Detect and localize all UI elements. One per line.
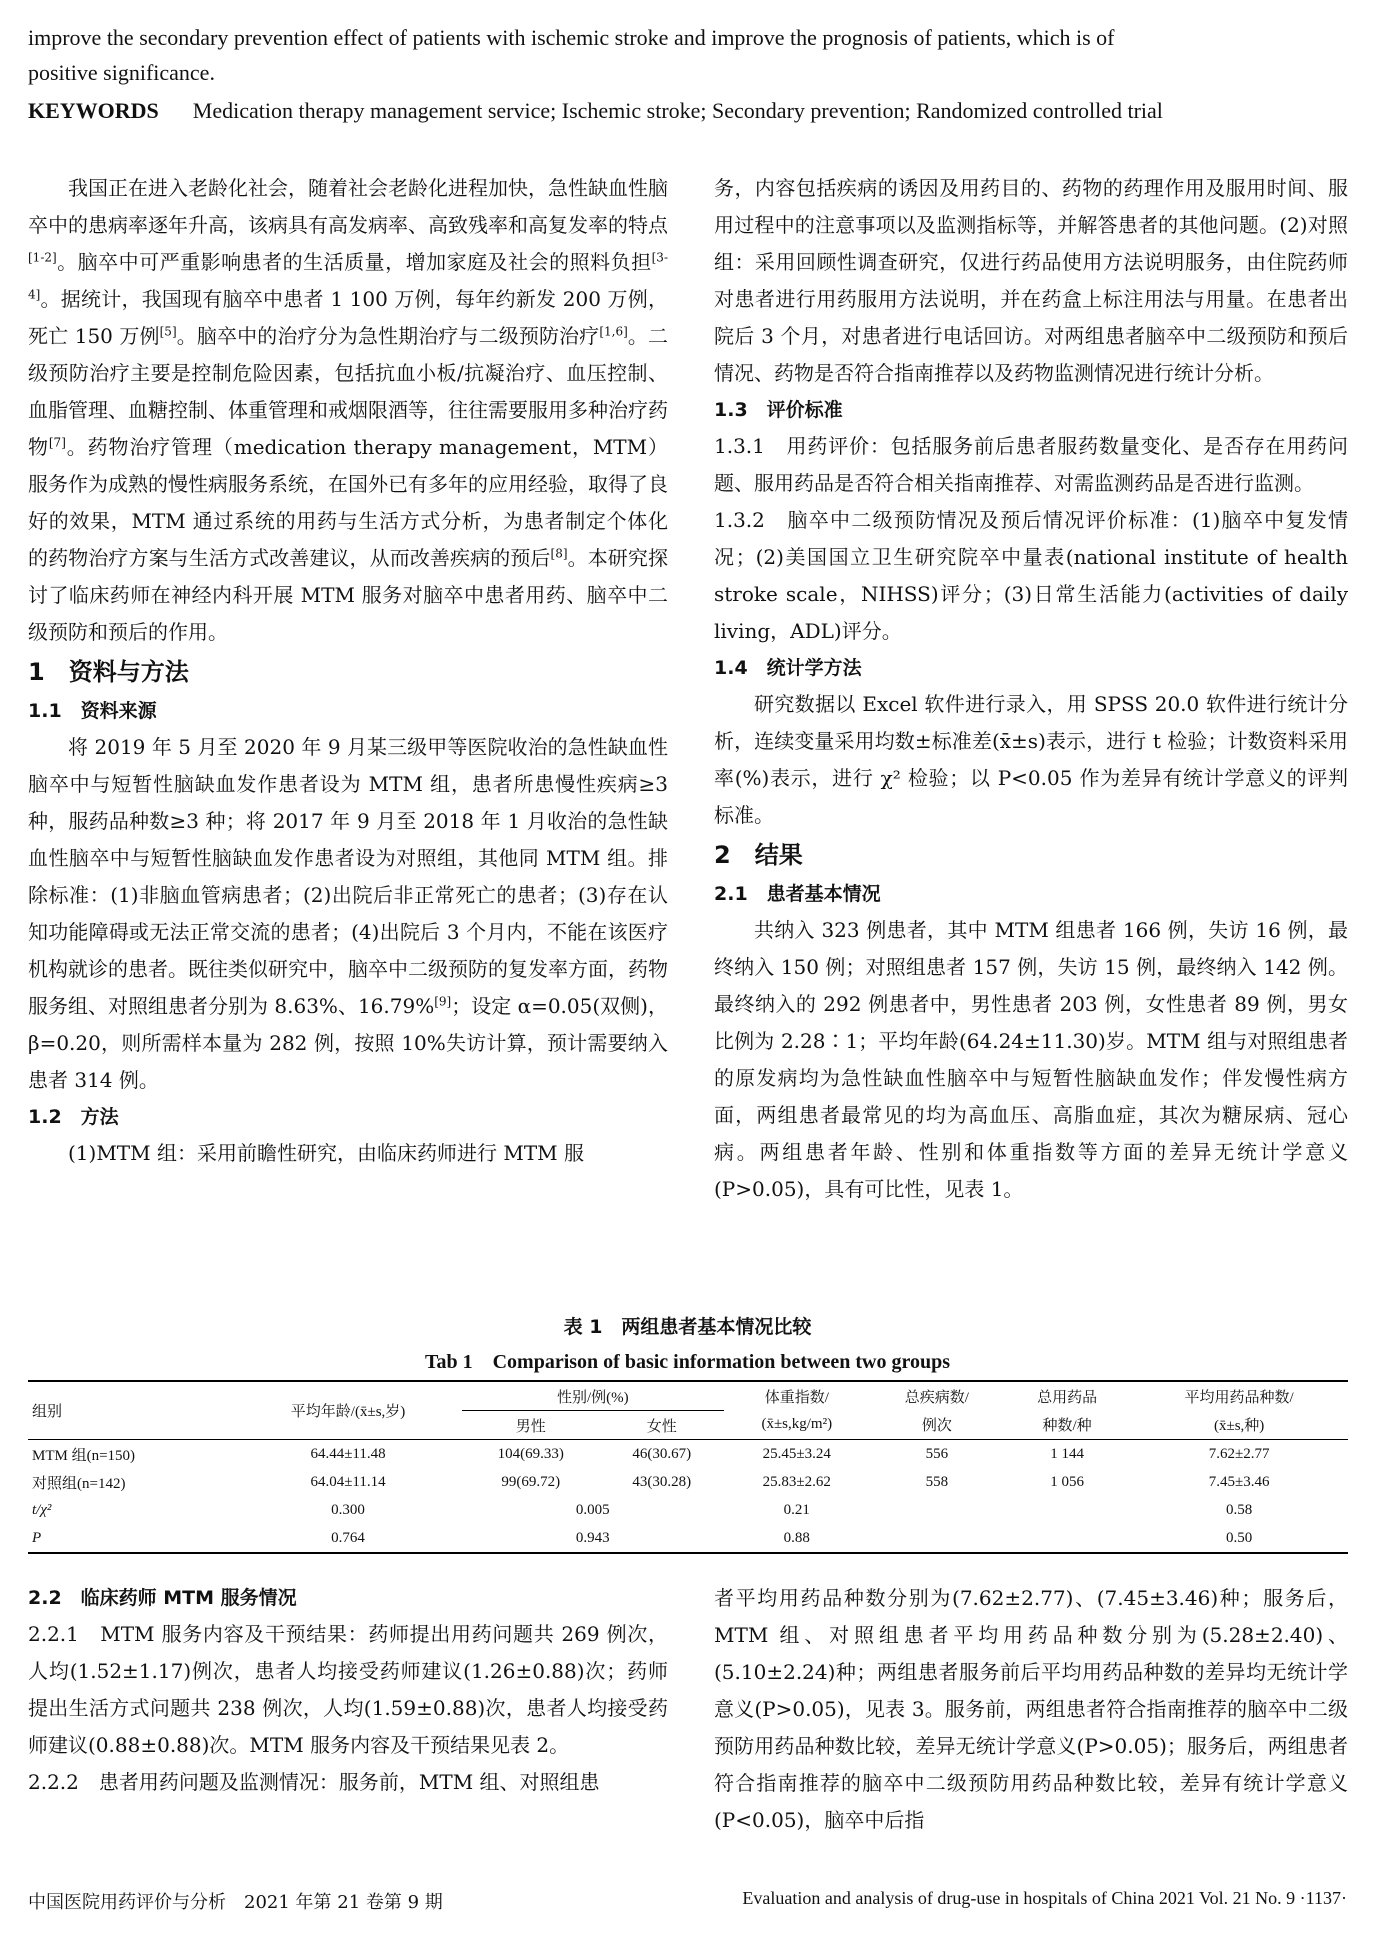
cell-stat-bmi: 0.88 bbox=[724, 1524, 870, 1553]
section-1-4-paragraph: 研究数据以 Excel 软件进行录入，用 SPSS 20.0 软件进行统计分析，连续变量采用均数±标准差(x̄±s)表示，进行 t 检验；计数资料采用率(%)表示，进行 χ² 检验；以 P<0.05 作为差异有统计学意义的评判标准。 bbox=[714, 692, 1348, 827]
cell-group: MTM 组(n=150) bbox=[32, 1447, 136, 1464]
ref-8: [8] bbox=[550, 546, 568, 561]
ref-7: [7] bbox=[48, 435, 66, 450]
section-1-1-text-b: ；设定 α=0.05(双侧)，β=0.20，则所需样本量为 282 例，按照 10%失访计算，预计需要纳入患者 314 例。 bbox=[28, 994, 668, 1092]
cell-avg: 7.45±3.46 bbox=[1208, 1473, 1270, 1490]
cell-female: 46(30.67) bbox=[632, 1445, 692, 1462]
table-stat-row bbox=[28, 1524, 1348, 1553]
ref-3-4: [3-4] bbox=[28, 250, 668, 302]
section-1-3-1-paragraph: 1.3.1 用药评价：包括服务前后患者服药数量变化、是否存在用药问题、服用药品是否符合相关指南推荐、对需监测药品是否进行监测。 bbox=[714, 434, 1348, 495]
ref-5: [5] bbox=[159, 324, 177, 339]
bottom-right-column bbox=[714, 1580, 1348, 1839]
intro-text-4: 。脑卒中的治疗分为急性期治疗与二级预防治疗 bbox=[176, 324, 600, 348]
header-sex: 性别/例(%) bbox=[462, 1381, 724, 1411]
cell-disease: 556 bbox=[925, 1445, 949, 1462]
right-column bbox=[714, 170, 1348, 1208]
section-1-2-heading: 1.2 方法 bbox=[28, 1106, 119, 1128]
bottom-left-column bbox=[28, 1580, 668, 1801]
table-1-caption-cn: 表 1 两组患者基本情况比较 bbox=[563, 1316, 812, 1338]
intro-text-3: 。据统计，我国现有脑卒中患者 1 100 万例，每年约新发 200 万例，死亡 150 万例 bbox=[28, 287, 668, 348]
abstract-tail bbox=[28, 20, 1348, 90]
ref-1-6: [1,6] bbox=[599, 324, 628, 339]
cell-bmi: 25.83±2.62 bbox=[762, 1473, 831, 1490]
section-1-heading: 1 资料与方法 bbox=[28, 658, 189, 686]
section-1-2-paragraph: (1)MTM 组：采用前瞻性研究，由临床药师进行 MTM 服 bbox=[68, 1141, 584, 1165]
abstract-line-2: positive significance. bbox=[28, 60, 215, 85]
cell-avg: 7.62±2.77 bbox=[1208, 1445, 1270, 1462]
section-2-1-heading: 2.1 患者基本情况 bbox=[714, 883, 881, 905]
footer-journal-cn: 中国医院用药评价与分析 2021 年第 21 卷第 9 期 bbox=[28, 1892, 443, 1913]
header-disease-2: 例次 bbox=[870, 1411, 1004, 1440]
cell-stat-sex: 0.943 bbox=[462, 1524, 724, 1553]
cell-stat-age: 0.300 bbox=[331, 1501, 365, 1518]
header-drug-2: 种数/种 bbox=[1004, 1411, 1130, 1440]
table-1-caption-en: Tab 1 Comparison of basic information between two groups bbox=[424, 1351, 951, 1373]
section-1-2-continued: 务，内容包括疾病的诱因及用药目的、药物的药理作用及服用时间、服用过程中的注意事项以及监测指标等，并解答患者的其他问题。(2)对照组：采用回顾性调查研究，仅进行药品使用方法说明服务，由住院药师对患者进行用药服用方法说明，并在药盒上标注用法与用量。在患者出院后 3 个月，对患者进行电话回访。对两组患者脑卒中二级预防和预后情况、药物是否符合指南推荐以及药物监测情况进行统计分析。 bbox=[714, 176, 1348, 385]
section-2-heading: 2 结果 bbox=[714, 841, 803, 869]
cell-disease: 558 bbox=[925, 1473, 949, 1490]
cell-stat-bmi: 0.21 bbox=[783, 1501, 810, 1518]
cell-drug: 1 056 bbox=[1050, 1473, 1084, 1490]
abstract-line-1: improve the secondary prevention effect of patients with ischemic stroke and improve the prognosis of patients, which is of bbox=[28, 25, 1115, 50]
keywords-text: Medication therapy management service; Ischemic stroke; Secondary prevention; Randomized controlled trial bbox=[192, 98, 1163, 123]
cell-age: 64.44±11.48 bbox=[310, 1445, 386, 1462]
section-1-1-text-a: 将 2019 年 5 月至 2020 年 9 月某三级甲等医院收治的急性缺血性脑卒中与短暂性脑缺血发作患者设为 MTM 组，患者所患慢性疾病≥3 种，服药品种数≥3 种；将 2017 年 9 月至 2018 年 1 月收治的急性缺血性脑卒中与短暂性脑缺血发作患者设为对照组，其他同 MTM 组。排除标准：(1)非脑血管病患者；(2)出院后非正常死亡的患者；(3)存在认知功能障碍或无法正常交流的患者；(4)出院后 3 个月内，不能在该医疗机构就诊的患者。既往类似研究中，脑卒中二级预防的复发率方面，药物服务组、对照组患者分别为 8.63%、16.79% bbox=[28, 735, 668, 1018]
ref-9: [9] bbox=[434, 994, 452, 1009]
cell-stat-label: P bbox=[28, 1524, 234, 1553]
section-1-3-2-paragraph: 1.3.2 脑卒中二级预防情况及预后情况评价标准：(1)脑卒中复发情况；(2)美国国立卫生研究院卒中量表(national institute of health stroke scale，NIHSS)评分；(3)日常生活能力(activities of daily living，ADL)评分。 bbox=[714, 508, 1348, 643]
cell-drug: 1 144 bbox=[1050, 1445, 1084, 1462]
cell-stat-avg: 0.50 bbox=[1130, 1524, 1348, 1553]
cell-bmi: 25.45±3.24 bbox=[762, 1445, 831, 1462]
section-1-1-heading: 1.1 资料来源 bbox=[28, 700, 157, 722]
header-bmi-2: (x̄±s,kg/m²) bbox=[724, 1411, 870, 1440]
table-1 bbox=[28, 1380, 1348, 1554]
keywords-label: KEYWORDS bbox=[28, 98, 159, 123]
table-row bbox=[28, 1440, 1348, 1469]
section-1-3-heading: 1.3 评价标准 bbox=[714, 399, 843, 421]
ref-1-2: [1-2] bbox=[28, 250, 57, 265]
header-avg-2: (x̄±s,种) bbox=[1130, 1411, 1348, 1440]
header-drug-1: 总用药品 bbox=[1004, 1381, 1130, 1411]
header-age: 平均年龄/(x̄±s,岁) bbox=[234, 1381, 462, 1440]
header-female: 女性 bbox=[600, 1411, 724, 1440]
section-2-2-heading: 2.2 临床药师 MTM 服务情况 bbox=[28, 1587, 297, 1609]
header-group: 组别 bbox=[28, 1381, 234, 1440]
cell-stat-age: 0.764 bbox=[234, 1524, 462, 1553]
cell-group: 对照组(n=142) bbox=[32, 1475, 126, 1492]
left-column bbox=[28, 170, 668, 1172]
bottom-right-paragraph: 者平均用药品种数分别为(7.62±2.77)、(7.45±3.46)种；服务后，MTM 组、对照组患者平均用药品种数分别为(5.28±2.40)、(5.10±2.24)种；两组患者服务前后平均用药品种数的差异均无统计学意义(P>0.05)，见表 3。服务前，两组患者符合指南推荐的脑卒中二级预防用药品种数比较，差异无统计学意义(P>0.05)；服务后，两组患者符合指南推荐的脑卒中二级预防用药品种数比较，差异有统计学意义(P<0.05)，脑卒中后指 bbox=[714, 1586, 1348, 1832]
cell-male: 104(69.33) bbox=[497, 1445, 564, 1462]
cell-female: 43(30.28) bbox=[632, 1473, 692, 1490]
keywords bbox=[28, 93, 1348, 129]
intro-text-7: 。本研究探讨了临床药师在神经内科开展 MTM 服务对脑卒中患者用药、脑卒中二级预防和预后的作用。 bbox=[28, 546, 668, 644]
header-avg-1: 平均用药品种数/ bbox=[1130, 1381, 1348, 1411]
section-2-1-paragraph: 共纳入 323 例患者，其中 MTM 组患者 166 例，失访 16 例，最终纳入 150 例；对照组患者 157 例，失访 15 例，最终纳入 142 例。最终纳入的 292 例患者中，男性患者 203 例，女性患者 89 例，男女比例为 2.28∶1；平均年龄(64.24±11.30)岁。MTM 组与对照组患者的原发病均为急性缺血性脑卒中与短暂性脑缺血发作；伴发慢性病方面，两组患者最常见的均为高血压、高脂血症，其次为糖尿病、冠心病。两组患者年龄、性别和体重指数等方面的差异无统计学意义(P>0.05)，具有可比性，见表 1。 bbox=[714, 918, 1348, 1201]
cell-age: 64.04±11.14 bbox=[310, 1473, 386, 1490]
section-2-2-1-paragraph: 2.2.1 MTM 服务内容及干预结果：药师提出用药问题共 269 例次，人均(1.52±1.17)例次，患者人均接受药师建议(1.26±0.88)次；药师提出生活方式问题共 238 例次，人均(1.59±0.88)次，患者人均接受药师建议(0.88±0.88)次。MTM 服务内容及干预结果见表 2。 bbox=[28, 1622, 668, 1757]
intro-paragraph bbox=[28, 170, 668, 651]
footer-journal-en: Evaluation and analysis of drug-use in hospitals of China 2021 Vol. 21 No. 9 ·1137· bbox=[742, 1888, 1347, 1908]
header-male: 男性 bbox=[462, 1411, 600, 1440]
header-bmi-1: 体重指数/ bbox=[724, 1381, 870, 1411]
header-disease-1: 总疾病数/ bbox=[870, 1381, 1004, 1411]
cell-stat-avg: 0.58 bbox=[1226, 1501, 1253, 1518]
cell-stat-label: t/χ² bbox=[32, 1501, 52, 1518]
intro-text-1: 我国正在进入老龄化社会，随着社会老龄化进程加快，急性缺血性脑卒中的患病率逐年升高，该病具有高发病率、高致残率和高复发率的特点 bbox=[28, 176, 668, 237]
cell-stat-sex: 0.005 bbox=[575, 1501, 610, 1518]
section-1-1-paragraph bbox=[28, 729, 668, 1099]
table-stat-row bbox=[28, 1496, 1348, 1524]
cell-male: 99(69.72) bbox=[501, 1473, 561, 1490]
table-row bbox=[28, 1468, 1348, 1496]
section-1-4-heading: 1.4 统计学方法 bbox=[714, 657, 862, 679]
intro-text-2: 。脑卒中可严重影响患者的生活质量，增加家庭及社会的照料负担 bbox=[56, 250, 652, 274]
table-header-row-1 bbox=[28, 1381, 1348, 1411]
intro-text-6: 。药物治疗管理（medication therapy management，MTM）服务作为成熟的慢性病服务系统，在国外已有多年的应用经验，取得了良好的效果，MTM 通过系统的用药与生活方式分析，为患者制定个体化的药物治疗方案与生活方式改善建议，从而改善疾病的预后 bbox=[28, 435, 668, 570]
intro-text-5: 。二级预防治疗主要是控制危险因素，包括抗血小板/抗凝治疗、血压控制、血脂管理、血糖控制、体重管理和戒烟限酒等，往往需要服用多种治疗药物 bbox=[28, 324, 669, 459]
section-2-2-2-paragraph: 2.2.2 患者用药问题及监测情况：服务前，MTM 组、对照组患 bbox=[28, 1770, 600, 1794]
